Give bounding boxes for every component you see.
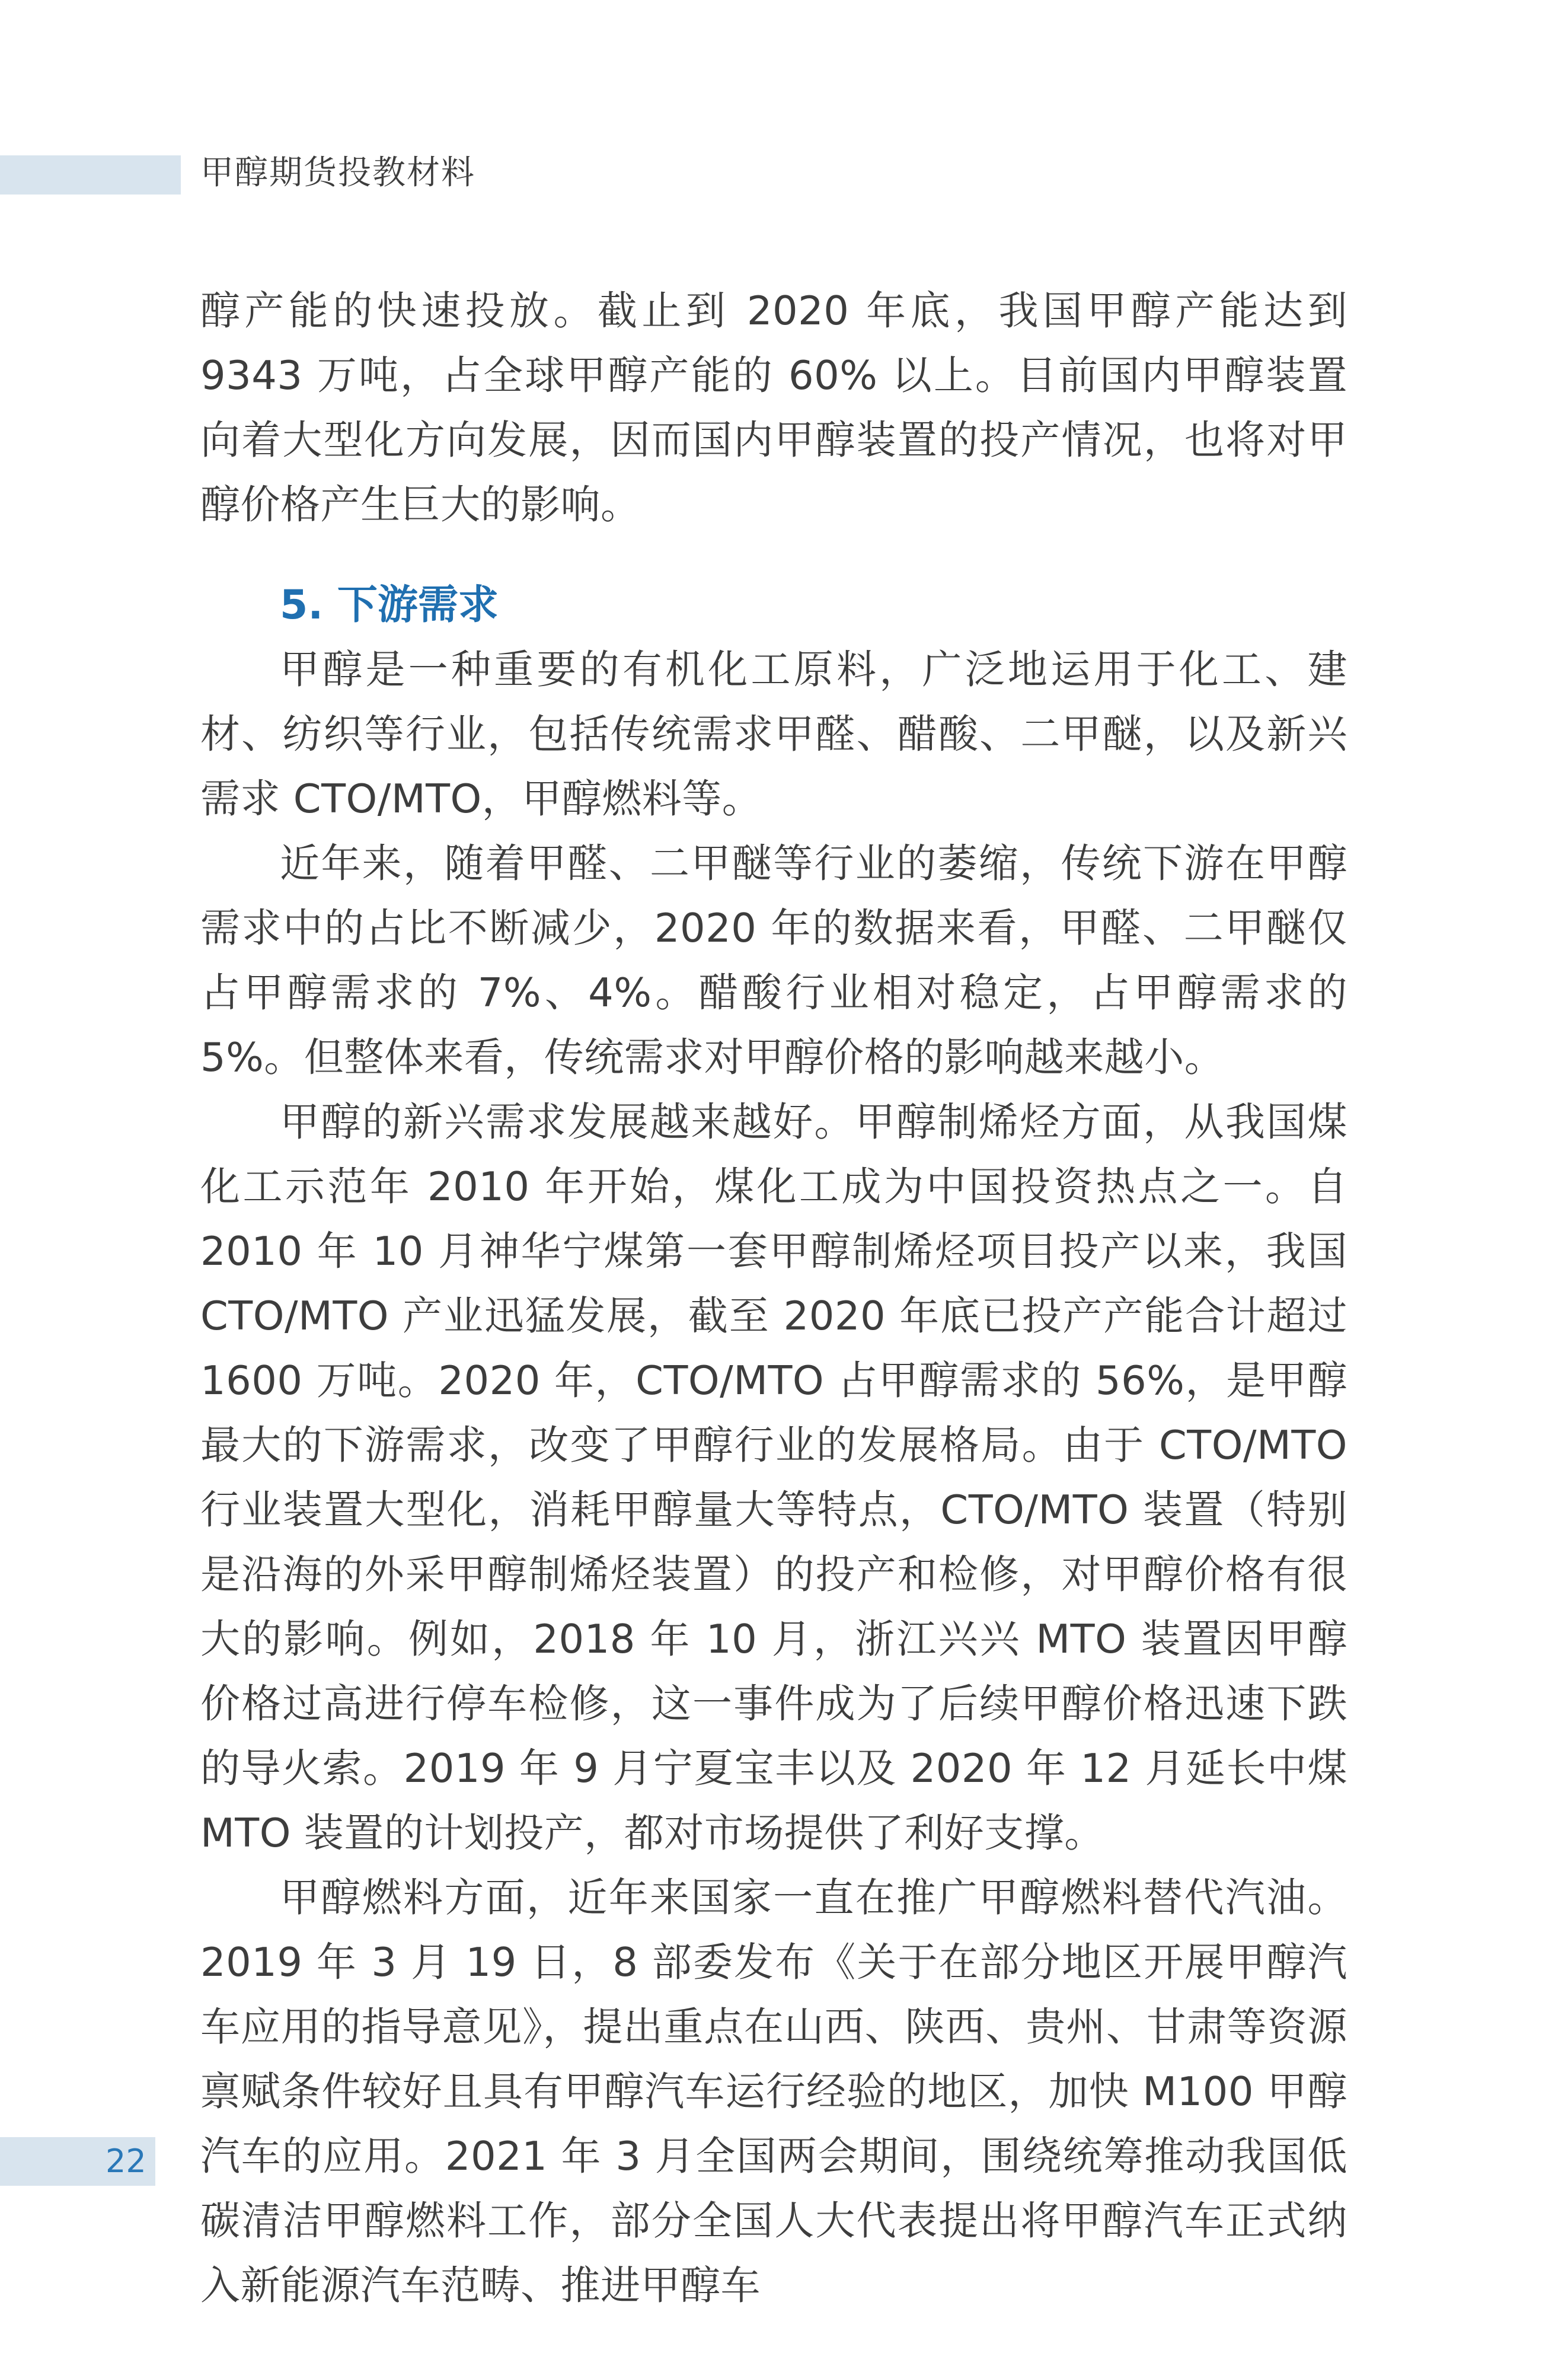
body-paragraph-1: 甲醇是一种重要的有机化工原料，广泛地运用于化工、建材、纺织等行业，包括传统需求甲醛、醋酸、二甲醚，以及新兴需求 CTO/MTO，甲醇燃料等。 — [200, 646, 1347, 822]
header-accent-bar — [0, 155, 181, 195]
body-paragraph-2: 近年来，随着甲醛、二甲醚等行业的萎缩，传统下游在甲醇需求中的占比不断减少，2020 年的数据来看，甲醛、二甲醚仅占甲醇需求的 7%、4%。醋酸行业相对稳定，占甲醇需求的 5%。但整体来看，传统需求对甲醇价格的影响越来越小。 — [200, 840, 1347, 1080]
body-paragraph-3: 甲醇的新兴需求发展越来越好。甲醇制烯烃方面，从我国煤化工示范年 2010 年开始，煤化工成为中国投资热点之一。自 2010 年 10 月神华宁煤第一套甲醇制烯烃项目投产以来，我国 CTO/MTO 产业迅猛发展，截至 2020 年底已投产产能合计超过 1600 万吨。2020 年，CTO/MTO 占甲醇需求的 56%，是甲醇最大的下游需求，改变了甲醇行业的发展格局。由于 CTO/MTO 行业装置大型化，消耗甲醇量大等特点，CTO/MTO 装置（特别是沿海的外采甲醇制烯烃装置）的投产和检修，对甲醇价格有很大的影响。例如，2018 年 10 月，浙江兴兴 MTO 装置因甲醇价格过高进行停车检修，这一事件成为了后续甲醇价格迅速下跌的导火索。2019 年 9 月宁夏宝丰以及 2020 年 12 月延长中煤 MTO 装置的计划投产，都对市场提供了利好支撑。 — [200, 1099, 1347, 1856]
running-header-title: 甲醇期货投教材料 — [200, 154, 475, 192]
page-content — [200, 279, 1347, 2318]
intro-paragraph: 醇产能的快速投放。截止到 2020 年底，我国甲醇产能达到 9343 万吨，占全球甲醇产能的 60% 以上。目前国内甲醇装置向着大型化方向发展，因而国内甲醇装置的投产情况，也将对甲醇价格产生巨大的影响。 — [200, 288, 1347, 528]
section-heading: 5. 下游需求 — [280, 582, 499, 629]
page-number: 22 — [106, 2142, 146, 2180]
body-paragraph-4: 甲醇燃料方面，近年来国家一直在推广甲醇燃料替代汽油。2019 年 3 月 19 日，8 部委发布《关于在部分地区开展甲醇汽车应用的指导意见》，提出重点在山西、陕西、贵州、甘肃等资源禀赋条件较好且具有甲醇汽车运行经验的地区，加快 M100 甲醇汽车的应用。2021 年 3 月全国两会期间，围绕统筹推动我国低碳清洁甲醇燃料工作，部分全国人大代表提出将甲醇汽车正式纳入新能源汽车范畴、推进甲醇车 — [200, 1874, 1347, 2309]
